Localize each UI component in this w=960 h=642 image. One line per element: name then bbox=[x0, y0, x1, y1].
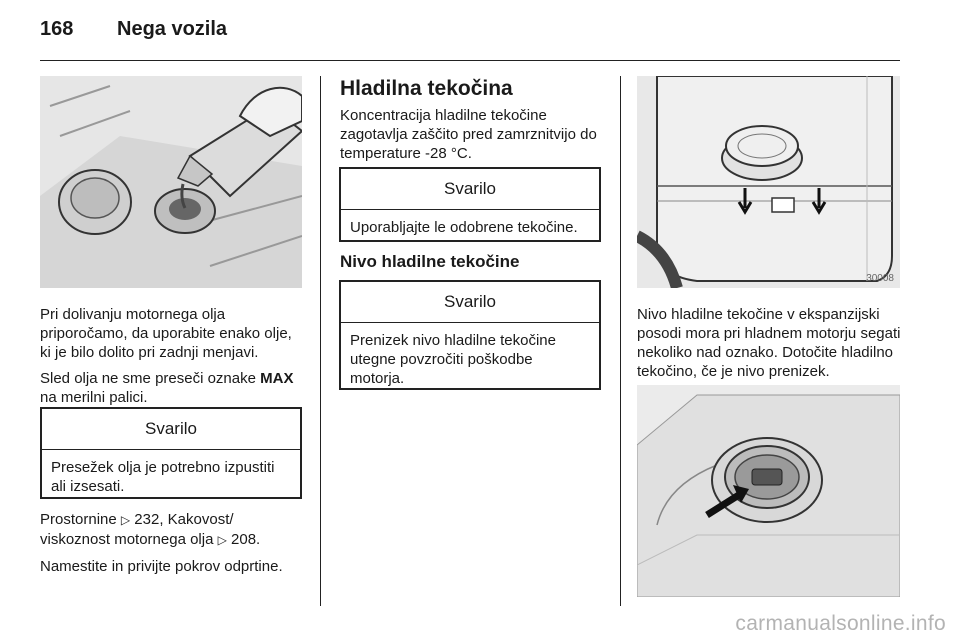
coolant-warning-box-2 bbox=[339, 280, 601, 390]
oil-filling-illustration bbox=[40, 76, 302, 288]
oil-warning-box bbox=[40, 407, 302, 499]
arrow-ref-icon: ▷ bbox=[217, 533, 227, 547]
coolant-warning-2-title: Svarilo bbox=[341, 282, 599, 323]
coolant-warning-1-text: Uporabljajte le odobrene tekočine. bbox=[350, 219, 578, 236]
oil-warning-text: Presežek olja je potrebno izpustiti ali izsesati. bbox=[51, 459, 275, 495]
header-rule bbox=[40, 60, 900, 61]
capacities-link-text: Prostornine bbox=[40, 511, 117, 528]
max-mark-text: Sled olja ne sme preseči oznake bbox=[40, 370, 256, 387]
coolant-level-subheading: Nivo hladilne tekočine bbox=[340, 252, 520, 271]
coolant-level-paragraph: Nivo hladilne tekočine v ekspanzijski posodi mora pri hladnem motorju segati nekoliko nad oznako. Dotočite hladilno tekočino, če je nivo prenizek. bbox=[637, 306, 901, 380]
coolant-warning-1-title: Svarilo bbox=[341, 169, 599, 210]
page-number: 168 bbox=[40, 18, 74, 40]
arrow-ref-icon: ▷ bbox=[120, 513, 131, 527]
coolant-heading: Hladilna tekočina bbox=[340, 77, 513, 100]
coolant-warning-box-1 bbox=[339, 167, 601, 242]
capacities-paragraph bbox=[40, 510, 304, 550]
max-mark-paragraph bbox=[40, 369, 304, 407]
figure-number: 30008 bbox=[866, 273, 894, 284]
coolant-warning-2-text: Prenizek nivo hladilne tekočine utegne povzročiti poškodbe motorja. bbox=[350, 332, 556, 387]
page-title: Nega vozila bbox=[117, 18, 228, 40]
period-text: . bbox=[256, 531, 261, 548]
max-mark-bold: MAX bbox=[260, 370, 294, 387]
column-divider-2 bbox=[620, 76, 621, 606]
coolant-cap-illustration bbox=[637, 385, 900, 597]
column-divider-1 bbox=[320, 76, 321, 606]
oil-quality-text: , Kakovost/ viskoznost motornega olja bbox=[40, 511, 234, 548]
coolant-tank-illustration bbox=[637, 76, 900, 288]
coolant-intro: Koncentracija hladilne tekočine zagotavlja zaščito pred zamrznitvijo do temperature -28 °C. bbox=[340, 107, 597, 162]
watermark: carmanualsonline.info bbox=[735, 612, 946, 635]
dipstick-text: na merilni palici. bbox=[40, 389, 148, 406]
oil-fill-paragraph: Pri dolivanju motornega olja priporočamo, da uporabite enako olje, ki je bilo dolito pri zadnji menjavi. bbox=[40, 306, 292, 361]
cap-paragraph: Namestite in privijte pokrov odprtine. bbox=[40, 558, 283, 575]
capacities-page-ref[interactable]: 232 bbox=[134, 511, 160, 528]
oil-quality-page-ref[interactable]: 208 bbox=[231, 531, 257, 548]
oil-warning-title: Svarilo bbox=[42, 409, 300, 450]
